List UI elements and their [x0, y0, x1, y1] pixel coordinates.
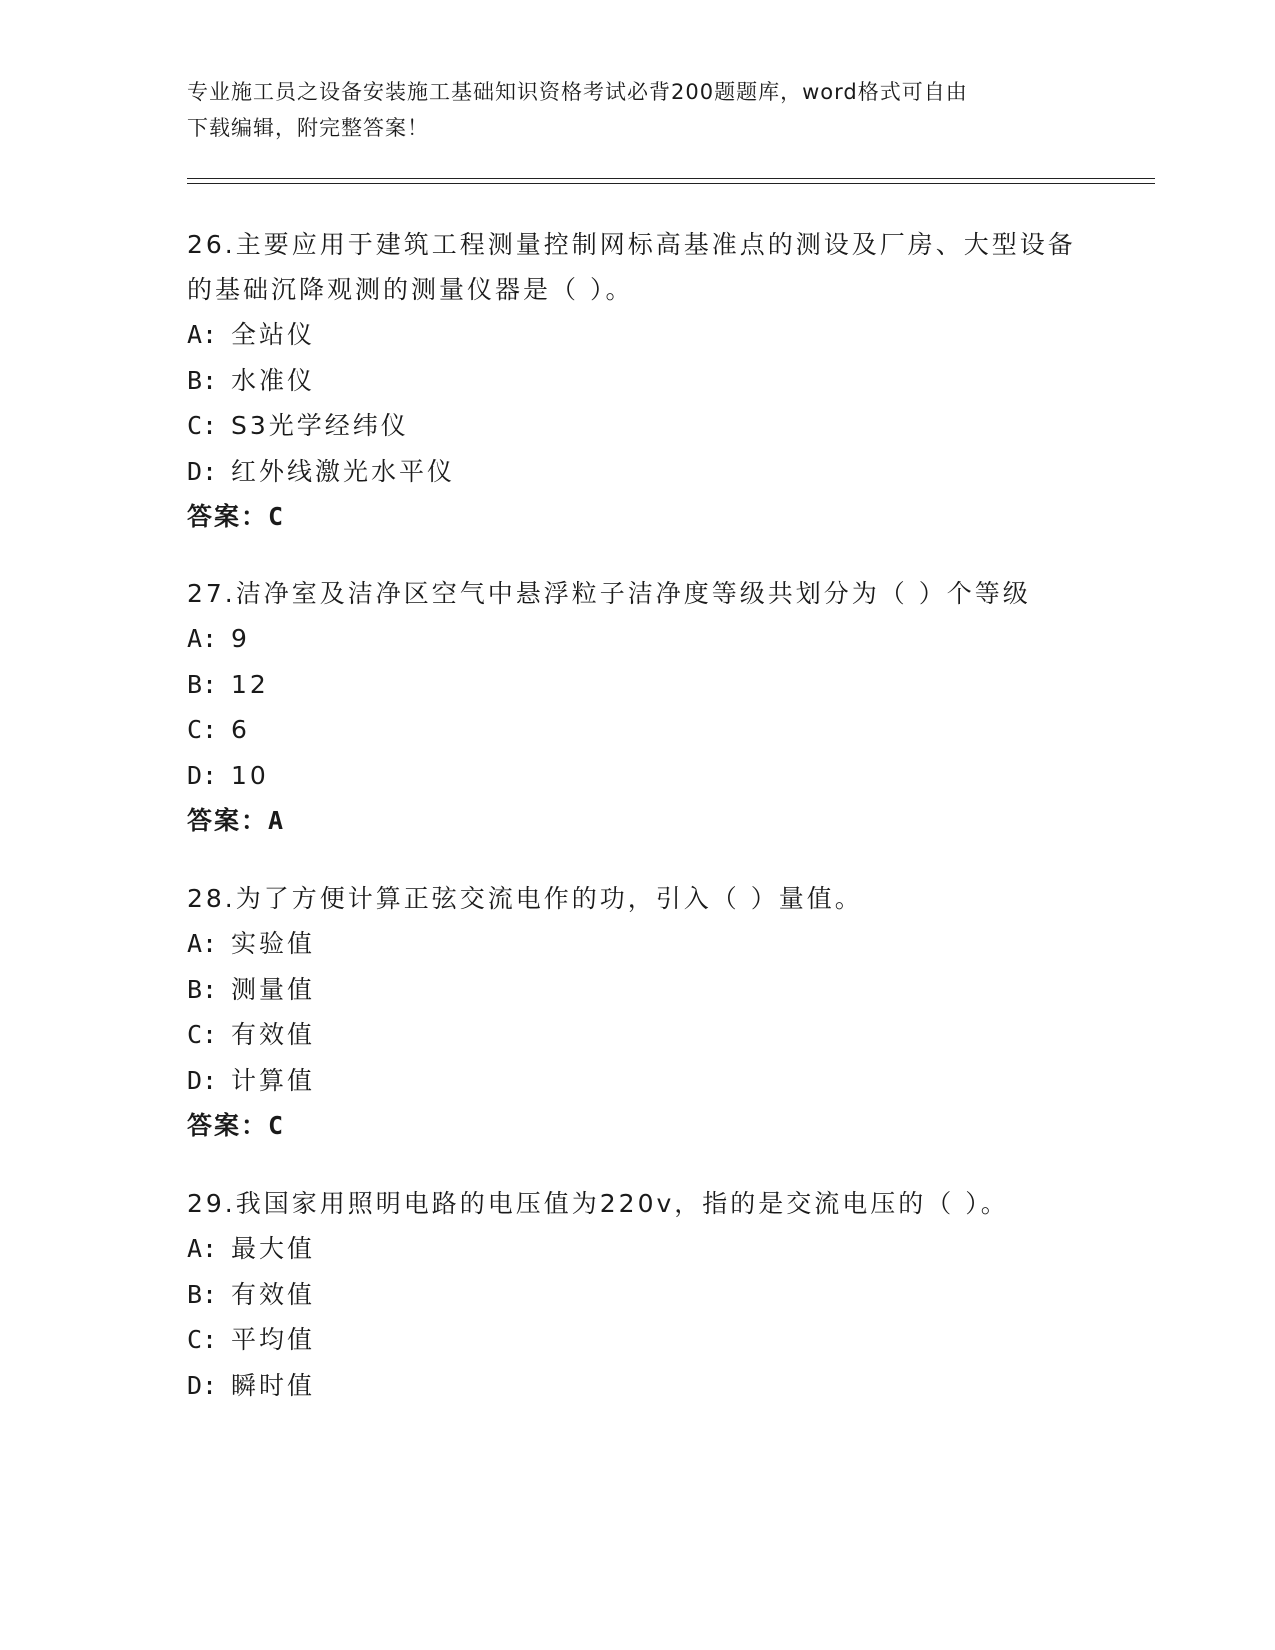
option-key: C: — [187, 1325, 218, 1354]
answer — [187, 798, 1087, 844]
header-line-1: 专业施工员之设备安装施工基础知识资格考试必背200题题库，word格式可自由 — [187, 80, 968, 104]
option-key: C: — [187, 1020, 218, 1049]
answer-value: C — [268, 502, 286, 531]
option-value: 瞬时值 — [231, 1370, 316, 1400]
option-c — [187, 1012, 1087, 1058]
question-text: 28.为了方便计算正弦交流电作的功，引入（ ）量值。 — [187, 884, 863, 913]
question-29 — [187, 1181, 1087, 1408]
question-text: 26.主要应用于建筑工程测量控制网标高基准点的测设及厂房、大型设备的基础沉降观测的测量仪器是（ ）。 — [187, 230, 1076, 304]
option-a — [187, 312, 1087, 358]
option-b — [187, 1272, 1087, 1318]
option-key: A: — [187, 624, 218, 653]
option-key: D: — [187, 456, 218, 486]
option-d — [187, 449, 1087, 495]
option-key: C: — [187, 411, 218, 440]
option-value: 最大值 — [231, 1234, 316, 1263]
option-value: 红外线激光水平仪 — [231, 456, 456, 486]
option-key: D: — [187, 760, 218, 790]
header-line-2: 下载编辑，附完整答案！ — [187, 116, 429, 140]
option-d — [187, 1058, 1087, 1104]
option-a — [187, 921, 1087, 967]
option-value: 测量值 — [231, 974, 316, 1004]
document-header — [187, 74, 1067, 146]
answer — [187, 494, 1087, 540]
option-key: D: — [187, 1370, 218, 1400]
option-key: A: — [187, 1234, 218, 1263]
header-divider-top — [187, 178, 1155, 179]
option-a — [187, 1226, 1087, 1272]
option-key: D: — [187, 1065, 218, 1095]
answer-label: 答案： — [187, 806, 269, 835]
option-value: 水准仪 — [231, 365, 316, 395]
option-value: 有效值 — [231, 1020, 316, 1049]
option-c — [187, 707, 1087, 753]
option-a — [187, 616, 1087, 662]
option-key: B: — [187, 1279, 218, 1309]
option-value: 9 — [231, 624, 250, 653]
answer-label: 答案： — [187, 1111, 269, 1140]
option-value: 平均值 — [231, 1325, 316, 1354]
header-divider-bottom — [187, 183, 1155, 184]
option-c — [187, 1317, 1087, 1363]
option-key: B: — [187, 974, 218, 1004]
answer — [187, 1103, 1087, 1149]
option-key: B: — [187, 669, 218, 699]
option-b — [187, 662, 1087, 708]
option-d — [187, 753, 1087, 799]
option-key: C: — [187, 715, 218, 744]
option-value: S3光学经纬仪 — [231, 411, 409, 440]
option-value: 10 — [231, 760, 269, 790]
option-key: A: — [187, 929, 218, 958]
answer-label: 答案： — [187, 502, 269, 531]
option-c — [187, 403, 1087, 449]
question-text: 29.我国家用照明电路的电压值为220v，指的是交流电压的（ ）。 — [187, 1189, 1009, 1218]
option-value: 实验值 — [231, 929, 316, 958]
option-value: 计算值 — [231, 1065, 316, 1095]
question-27 — [187, 571, 1087, 844]
option-b — [187, 358, 1087, 404]
option-value: 12 — [231, 669, 269, 699]
answer-value: C — [268, 1111, 286, 1140]
answer-value: A — [268, 806, 286, 835]
option-key: A: — [187, 320, 218, 349]
option-value: 全站仪 — [231, 320, 316, 349]
option-value: 有效值 — [231, 1279, 316, 1309]
option-b — [187, 967, 1087, 1013]
question-26 — [187, 222, 1087, 540]
option-value: 6 — [231, 715, 250, 744]
question-28 — [187, 876, 1087, 1149]
option-key: B: — [187, 365, 218, 395]
question-text: 27.洁净室及洁净区空气中悬浮粒子洁净度等级共划分为（ ）个等级 — [187, 579, 1031, 608]
option-d — [187, 1363, 1087, 1409]
